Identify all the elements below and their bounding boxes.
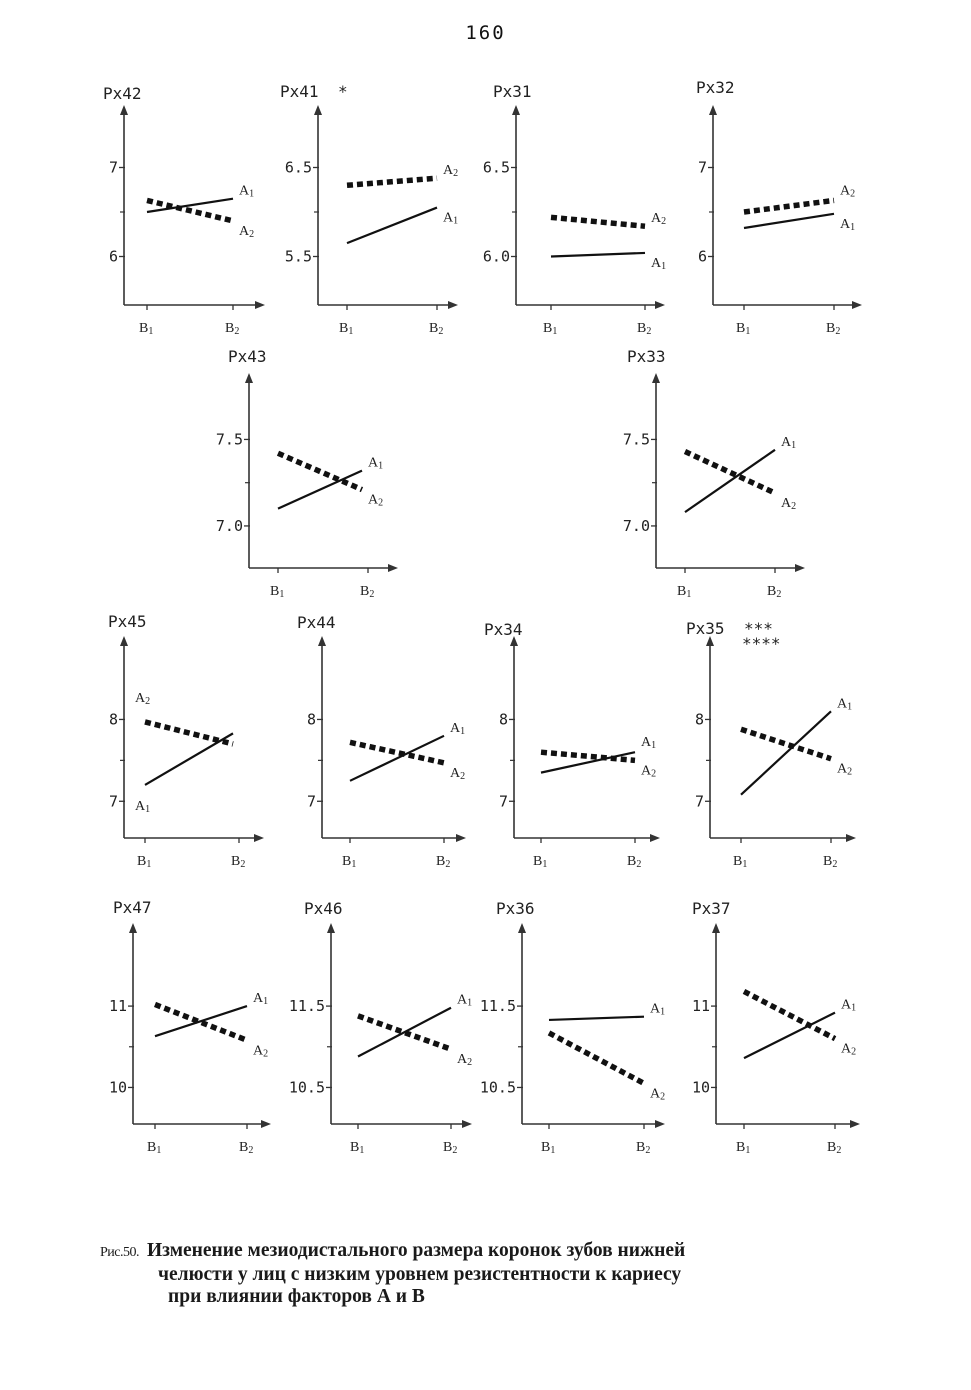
- series-label-subscript: 1: [660, 1006, 666, 1018]
- x-tick-label: B2: [767, 584, 782, 600]
- y-tick-label: 10.5: [288, 1078, 325, 1097]
- series-label-subscript: 1: [851, 1002, 857, 1014]
- x-axis-arrow: [795, 564, 805, 572]
- x-axis-arrow: [255, 301, 265, 309]
- x-tick-label: B2: [443, 1140, 458, 1156]
- x-tick-label: B2: [826, 321, 841, 337]
- y-tick-label: 7: [697, 158, 707, 177]
- x-tick-label: B2: [636, 1140, 651, 1156]
- series-label-subscript: 1: [850, 221, 856, 233]
- series-line-a1: [549, 1017, 644, 1020]
- y-tick-label: 7.5: [215, 430, 243, 449]
- chart-title: Px47: [113, 898, 152, 917]
- x-tick-subscript: 2: [646, 326, 652, 337]
- x-tick-label: B1: [139, 321, 154, 337]
- series-label-subscript: 1: [460, 725, 466, 737]
- series-label-a1: A1: [840, 216, 856, 233]
- x-tick-label: B1: [533, 854, 548, 870]
- series-label-subscript: 1: [145, 803, 151, 815]
- chart-px43: [216, 347, 398, 600]
- y-tick-label: 11: [108, 997, 127, 1016]
- series-label-a1: A1: [841, 997, 857, 1014]
- series-label-subscript: 1: [249, 188, 255, 200]
- series-label-a2: A2: [840, 183, 856, 200]
- y-axis-arrow: [518, 923, 526, 933]
- series-label-subscript: 1: [847, 701, 853, 713]
- x-axis-arrow: [655, 301, 665, 309]
- series-label-a2: A2: [368, 492, 384, 509]
- caption-line-1: Изменение мезиодистального размера коронок зубов нижней: [147, 1240, 686, 1261]
- series-label-a2: A2: [641, 763, 657, 780]
- chart-title: Px44: [297, 613, 336, 632]
- series-label-a1: A1: [457, 992, 473, 1009]
- x-tick-subscript: 1: [348, 326, 354, 337]
- series-label-subscript: 2: [651, 768, 657, 780]
- significance-marker: *: [338, 82, 348, 101]
- series-label-a1: A1: [837, 696, 853, 713]
- chart-px34: [484, 620, 660, 870]
- x-axis-arrow: [462, 1120, 472, 1128]
- series-label-subscript: 1: [378, 460, 384, 472]
- series-line-a2: [347, 178, 437, 185]
- x-tick-subscript: 2: [240, 859, 246, 870]
- chart-px41: [280, 82, 458, 337]
- y-axis-arrow: [652, 373, 660, 383]
- series-label-a2: A2: [443, 163, 459, 180]
- y-tick-label: 10: [691, 1078, 710, 1097]
- x-tick-label: B2: [360, 584, 375, 600]
- series-label-a1: A1: [253, 991, 269, 1008]
- series-label-a2: A2: [450, 765, 466, 782]
- x-axis-arrow: [448, 301, 458, 309]
- x-tick-label: B2: [436, 854, 451, 870]
- chart-title: Px33: [627, 347, 666, 366]
- x-tick-label: B1: [677, 584, 692, 600]
- series-label-a2: A2: [135, 690, 151, 707]
- x-tick-label: B2: [429, 321, 444, 337]
- x-axis-arrow: [456, 834, 466, 842]
- y-tick-label: 7.0: [215, 516, 243, 535]
- chart-px45: [108, 612, 264, 870]
- x-tick-subscript: 2: [369, 589, 375, 600]
- series-label-a1: A1: [450, 720, 466, 737]
- series-label-a2: A2: [239, 223, 255, 240]
- series-label-a1: A1: [239, 183, 255, 200]
- x-axis-arrow: [388, 564, 398, 572]
- x-tick-subscript: 1: [550, 1145, 556, 1156]
- series-label-subscript: 1: [453, 215, 459, 227]
- series-label-subscript: 1: [651, 740, 657, 752]
- series-line-a2: [551, 217, 645, 226]
- x-tick-label: B2: [627, 854, 642, 870]
- x-tick-subscript: 1: [542, 859, 548, 870]
- y-tick-label: 11.5: [288, 997, 325, 1016]
- chart-title: Px36: [496, 899, 535, 918]
- x-tick-subscript: 2: [832, 859, 838, 870]
- y-axis-arrow: [129, 923, 137, 933]
- series-label-subscript: 1: [263, 996, 269, 1008]
- x-tick-subscript: 2: [645, 1145, 651, 1156]
- x-tick-label: B2: [231, 854, 246, 870]
- x-tick-label: B1: [270, 584, 285, 600]
- series-label-subscript: 2: [145, 695, 151, 707]
- x-tick-subscript: 1: [148, 326, 154, 337]
- x-axis-arrow: [655, 1120, 665, 1128]
- x-tick-label: B2: [827, 1140, 842, 1156]
- series-label-a1: A1: [443, 210, 459, 227]
- y-tick-label: 5.5: [284, 247, 312, 266]
- figure-caption: [100, 1240, 860, 1308]
- chart-title: Px43: [228, 347, 267, 366]
- chart-title: Px42: [103, 84, 142, 103]
- y-axis-arrow: [318, 636, 326, 646]
- series-line-a1: [278, 471, 362, 509]
- y-tick-label: 7: [694, 792, 704, 811]
- series-line-a1: [744, 1013, 835, 1059]
- y-axis-arrow: [314, 105, 322, 115]
- chart-title: Px37: [692, 899, 731, 918]
- x-tick-subscript: 2: [248, 1145, 254, 1156]
- chart-px42: [103, 84, 265, 337]
- x-tick-label: B1: [342, 854, 357, 870]
- chart-title: Px46: [304, 899, 343, 918]
- x-tick-subscript: 1: [156, 1145, 162, 1156]
- x-tick-subscript: 1: [351, 859, 357, 870]
- y-tick-label: 8: [306, 710, 316, 729]
- series-label-subscript: 2: [263, 1048, 269, 1060]
- y-tick-label: 7.0: [622, 516, 650, 535]
- y-tick-label: 11: [691, 997, 710, 1016]
- series-label-subscript: 2: [791, 501, 797, 513]
- caption-line-2: челюсти у лиц с низким уровнем резистентности к кариесу: [158, 1264, 682, 1285]
- series-label-a1: A1: [781, 434, 797, 451]
- series-label-subscript: 2: [660, 1091, 666, 1103]
- y-tick-label: 6: [108, 247, 118, 266]
- chart-px47: [109, 898, 271, 1156]
- series-label-a2: A2: [650, 1086, 666, 1103]
- series-label-a2: A2: [841, 1041, 857, 1058]
- y-tick-label: 6.5: [482, 158, 510, 177]
- chart-px44: [297, 613, 466, 870]
- x-tick-subscript: 1: [745, 1145, 751, 1156]
- x-axis-arrow: [650, 834, 660, 842]
- series-line-a2: [744, 991, 835, 1038]
- page-number: 160: [465, 22, 506, 44]
- x-tick-subscript: 2: [438, 326, 444, 337]
- y-tick-label: 6.5: [284, 158, 312, 177]
- x-tick-subscript: 1: [686, 589, 692, 600]
- chart-title: Px31: [493, 82, 532, 101]
- x-tick-label: B1: [733, 854, 748, 870]
- series-label-subscript: 2: [847, 766, 853, 778]
- y-tick-label: 7: [498, 792, 508, 811]
- y-axis-arrow: [709, 105, 717, 115]
- y-tick-label: 10: [108, 1078, 127, 1097]
- x-axis-arrow: [254, 834, 264, 842]
- series-label-a2: A2: [651, 211, 667, 228]
- significance-marker-2: ****: [742, 634, 781, 653]
- series-label-subscript: 2: [661, 216, 667, 228]
- series-label-subscript: 2: [467, 1057, 473, 1069]
- series-line-a1: [551, 253, 645, 257]
- series-line-a2: [350, 742, 444, 762]
- series-label-a1: A1: [650, 1001, 666, 1018]
- series-label-a1: A1: [135, 798, 151, 815]
- x-tick-subscript: 1: [552, 326, 558, 337]
- series-label-subscript: 2: [453, 168, 459, 180]
- x-tick-label: B2: [823, 854, 838, 870]
- chart-title: Px45: [108, 612, 147, 631]
- chart-px33: [623, 347, 805, 600]
- series-label-subscript: 1: [791, 439, 797, 451]
- x-tick-label: B2: [239, 1140, 254, 1156]
- series-line-a2: [549, 1033, 644, 1083]
- chart-title: Px41: [280, 82, 319, 101]
- x-tick-label: B1: [736, 1140, 751, 1156]
- figure-number: Рис.50.: [100, 1245, 139, 1260]
- series-line-a1: [347, 208, 437, 244]
- series-label-subscript: 2: [851, 1046, 857, 1058]
- y-tick-label: 7: [306, 792, 316, 811]
- chart-px32: [696, 78, 862, 337]
- x-tick-subscript: 2: [234, 326, 240, 337]
- x-tick-label: B1: [339, 321, 354, 337]
- series-line-a2: [278, 453, 362, 489]
- series-label-a1: A1: [651, 255, 667, 272]
- series-label-subscript: 2: [378, 497, 384, 509]
- x-tick-label: B2: [637, 321, 652, 337]
- y-tick-label: 11.5: [479, 997, 516, 1016]
- series-label-a2: A2: [781, 496, 797, 513]
- x-tick-label: B1: [350, 1140, 365, 1156]
- x-tick-label: B2: [225, 321, 240, 337]
- x-tick-subscript: 1: [745, 326, 751, 337]
- series-label-subscript: 2: [460, 770, 466, 782]
- series-label-subscript: 1: [661, 260, 667, 272]
- x-axis-arrow: [850, 1120, 860, 1128]
- x-tick-label: B1: [541, 1140, 556, 1156]
- x-axis-arrow: [846, 834, 856, 842]
- x-tick-subscript: 2: [836, 1145, 842, 1156]
- y-axis-arrow: [245, 373, 253, 383]
- y-tick-label: 6.0: [482, 247, 510, 266]
- series-line-a1: [145, 733, 233, 785]
- series-line-a1: [358, 1008, 451, 1057]
- y-axis-arrow: [120, 105, 128, 115]
- chart-title: Px35: [686, 619, 725, 638]
- x-axis-arrow: [261, 1120, 271, 1128]
- y-axis-arrow: [712, 923, 720, 933]
- series-line-a1: [744, 214, 834, 228]
- series-label-a1: A1: [641, 735, 657, 752]
- x-tick-subscript: 1: [279, 589, 285, 600]
- x-tick-label: B1: [543, 321, 558, 337]
- y-tick-label: 8: [108, 710, 118, 729]
- caption-line-3: при влиянии факторов А и В: [168, 1286, 425, 1307]
- chart-title: Px32: [696, 78, 735, 97]
- series-label-a1: A1: [368, 455, 384, 472]
- series-label-a2: A2: [837, 761, 853, 778]
- chart-title: Px34: [484, 620, 523, 639]
- series-label-subscript: 2: [850, 188, 856, 200]
- x-tick-subscript: 2: [776, 589, 782, 600]
- x-tick-label: B1: [736, 321, 751, 337]
- series-line-a2: [744, 200, 834, 212]
- y-tick-label: 8: [498, 710, 508, 729]
- y-tick-label: 6: [697, 247, 707, 266]
- x-axis-arrow: [852, 301, 862, 309]
- series-label-a2: A2: [253, 1043, 269, 1060]
- series-line-a2: [685, 452, 775, 494]
- y-tick-label: 7: [108, 792, 118, 811]
- x-tick-subscript: 1: [146, 859, 152, 870]
- y-tick-label: 8: [694, 710, 704, 729]
- x-tick-label: B1: [147, 1140, 162, 1156]
- chart-px36: [480, 899, 665, 1156]
- x-tick-label: B1: [137, 854, 152, 870]
- x-tick-subscript: 1: [742, 859, 748, 870]
- y-axis-arrow: [120, 636, 128, 646]
- x-tick-subscript: 2: [835, 326, 841, 337]
- x-tick-subscript: 2: [452, 1145, 458, 1156]
- y-axis-arrow: [327, 923, 335, 933]
- chart-px46: [289, 899, 472, 1156]
- x-tick-subscript: 2: [636, 859, 642, 870]
- y-tick-label: 10.5: [479, 1078, 516, 1097]
- significance-marker: ***: [744, 619, 773, 638]
- y-tick-label: 7: [108, 158, 118, 177]
- chart-px37: [692, 899, 860, 1156]
- y-tick-label: 7.5: [622, 430, 650, 449]
- x-tick-subscript: 1: [359, 1145, 365, 1156]
- series-label-subscript: 1: [467, 997, 473, 1009]
- x-tick-subscript: 2: [445, 859, 451, 870]
- chart-px31: [483, 82, 666, 337]
- series-label-subscript: 2: [249, 228, 255, 240]
- chart-px35: [686, 619, 856, 870]
- series-label-a2: A2: [457, 1052, 473, 1069]
- y-axis-arrow: [512, 105, 520, 115]
